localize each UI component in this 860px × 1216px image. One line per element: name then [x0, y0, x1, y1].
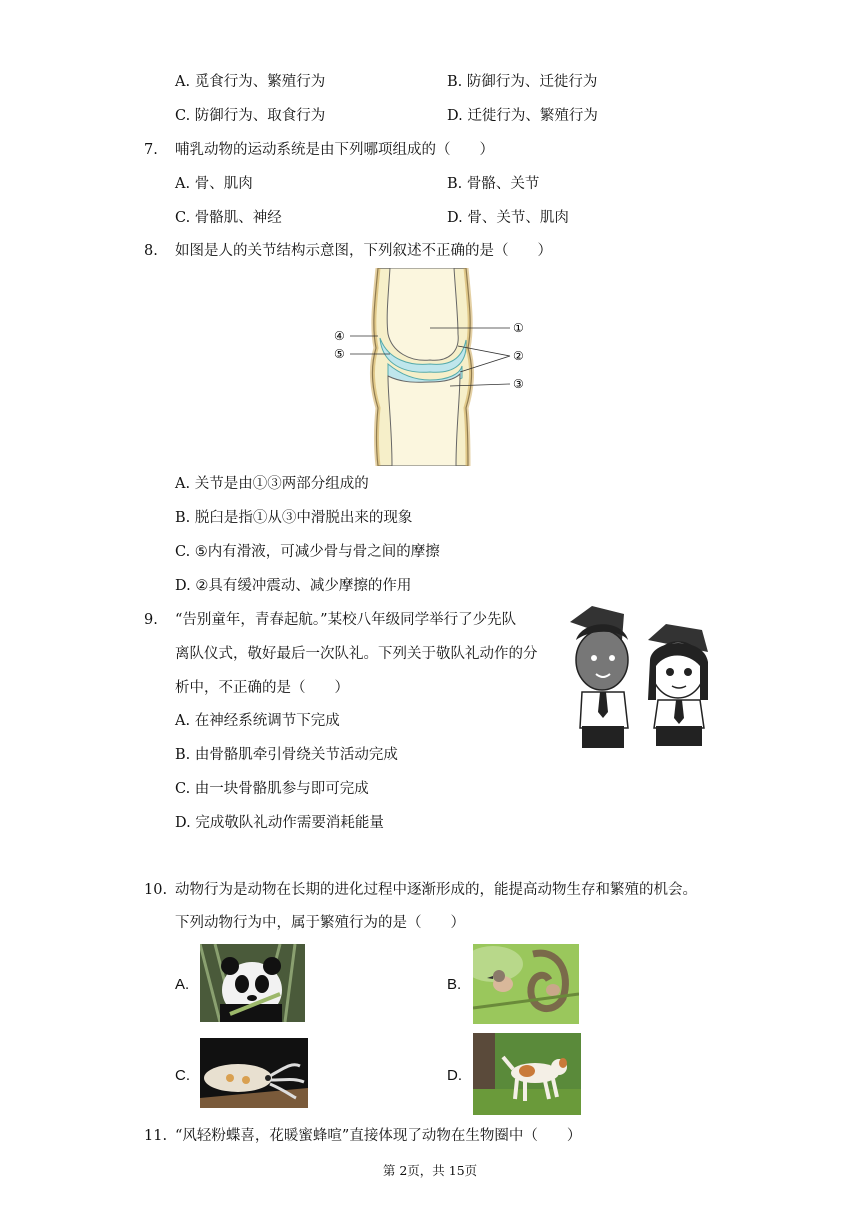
q10-option-d-label: D. [447, 1067, 462, 1084]
label-3: ③ [513, 377, 524, 391]
q11-text: “风轻粉蝶喜，花暖蜜蜂喧”直接体现了动物在生物圈中（ ） [175, 1128, 582, 1144]
q9-option-d: D. 完成敬队礼动作需要消耗能量 [175, 815, 384, 831]
label-2: ② [513, 349, 524, 363]
q9-option-c: C. 由一块骨骼肌参与即可完成 [175, 781, 369, 797]
label-4: ④ [334, 329, 345, 343]
page-footer: 第 2页，共 15页 [382, 1163, 478, 1178]
q7-option-d: D. 骨、关节、肌肉 [447, 210, 569, 226]
q6-option-c: C. 防御行为、取食行为 [175, 108, 326, 124]
joint-diagram [330, 268, 530, 466]
q11-number: 11. [144, 1128, 168, 1144]
q10-number: 10. [144, 882, 168, 898]
q10-line-2: 下列动物行为中，属于繁殖行为的是（ ） [175, 915, 465, 931]
q7-text: 哺乳动物的运动系统是由下列哪项组成的（ ） [175, 142, 494, 158]
birds-nest-image [473, 944, 579, 1024]
q8-option-a: A. 关节是由①③两部分组成的 [175, 476, 369, 492]
q7-option-b: B. 骨骼、关节 [447, 176, 540, 192]
q9-line-3: 析中，不正确的是（ ） [175, 680, 349, 696]
q10-option-a-label: A. [175, 976, 190, 993]
q8-option-d: D. ②具有缓冲震动、减少摩擦的作用 [175, 578, 412, 594]
label-1: ① [513, 321, 524, 335]
q6-option-d: D. 迁徙行为、繁殖行为 [447, 108, 598, 124]
squid-image [200, 1038, 308, 1108]
q8-text: 如图是人的关节结构示意图，下列叙述不正确的是（ ） [175, 243, 552, 259]
q10-option-b-label: B. [447, 976, 462, 993]
q7-option-c: C. 骨骼肌、神经 [175, 210, 282, 226]
q10-option-c-label: C. [175, 1067, 190, 1084]
q7-number: 7. [144, 142, 158, 158]
q9-option-a: A. 在神经系统调节下完成 [175, 713, 340, 729]
label-5: ⑤ [334, 347, 345, 361]
q6-option-b: B. 防御行为、迁徙行为 [447, 74, 598, 90]
q8-option-b: B. 脱臼是指①从③中滑脱出来的现象 [175, 510, 413, 526]
q9-line-2: 离队仪式，敬好最后一次队礼。下列关于敬队礼动作的分 [175, 646, 538, 662]
q7-option-a: A. 骨、肌肉 [175, 176, 253, 192]
dog-image [473, 1033, 581, 1115]
q8-number: 8. [144, 243, 158, 259]
q9-option-b: B. 由骨骼肌牵引骨绕关节活动完成 [175, 747, 398, 763]
q8-option-c: C. ⑤内有滑液，可减少骨与骨之间的摩擦 [175, 544, 440, 560]
q9-line-1: “告别童年，青春起航。”某校八年级同学举行了少先队 [175, 612, 517, 628]
salute-cartoon-image [562, 600, 722, 752]
q10-line-1: 动物行为是动物在长期的进化过程中逐渐形成的，能提高动物生存和繁殖的机会。 [175, 882, 697, 898]
q9-number: 9. [144, 612, 158, 628]
panda-image [200, 944, 305, 1022]
q6-option-a: A. 觅食行为、繁殖行为 [175, 74, 326, 90]
